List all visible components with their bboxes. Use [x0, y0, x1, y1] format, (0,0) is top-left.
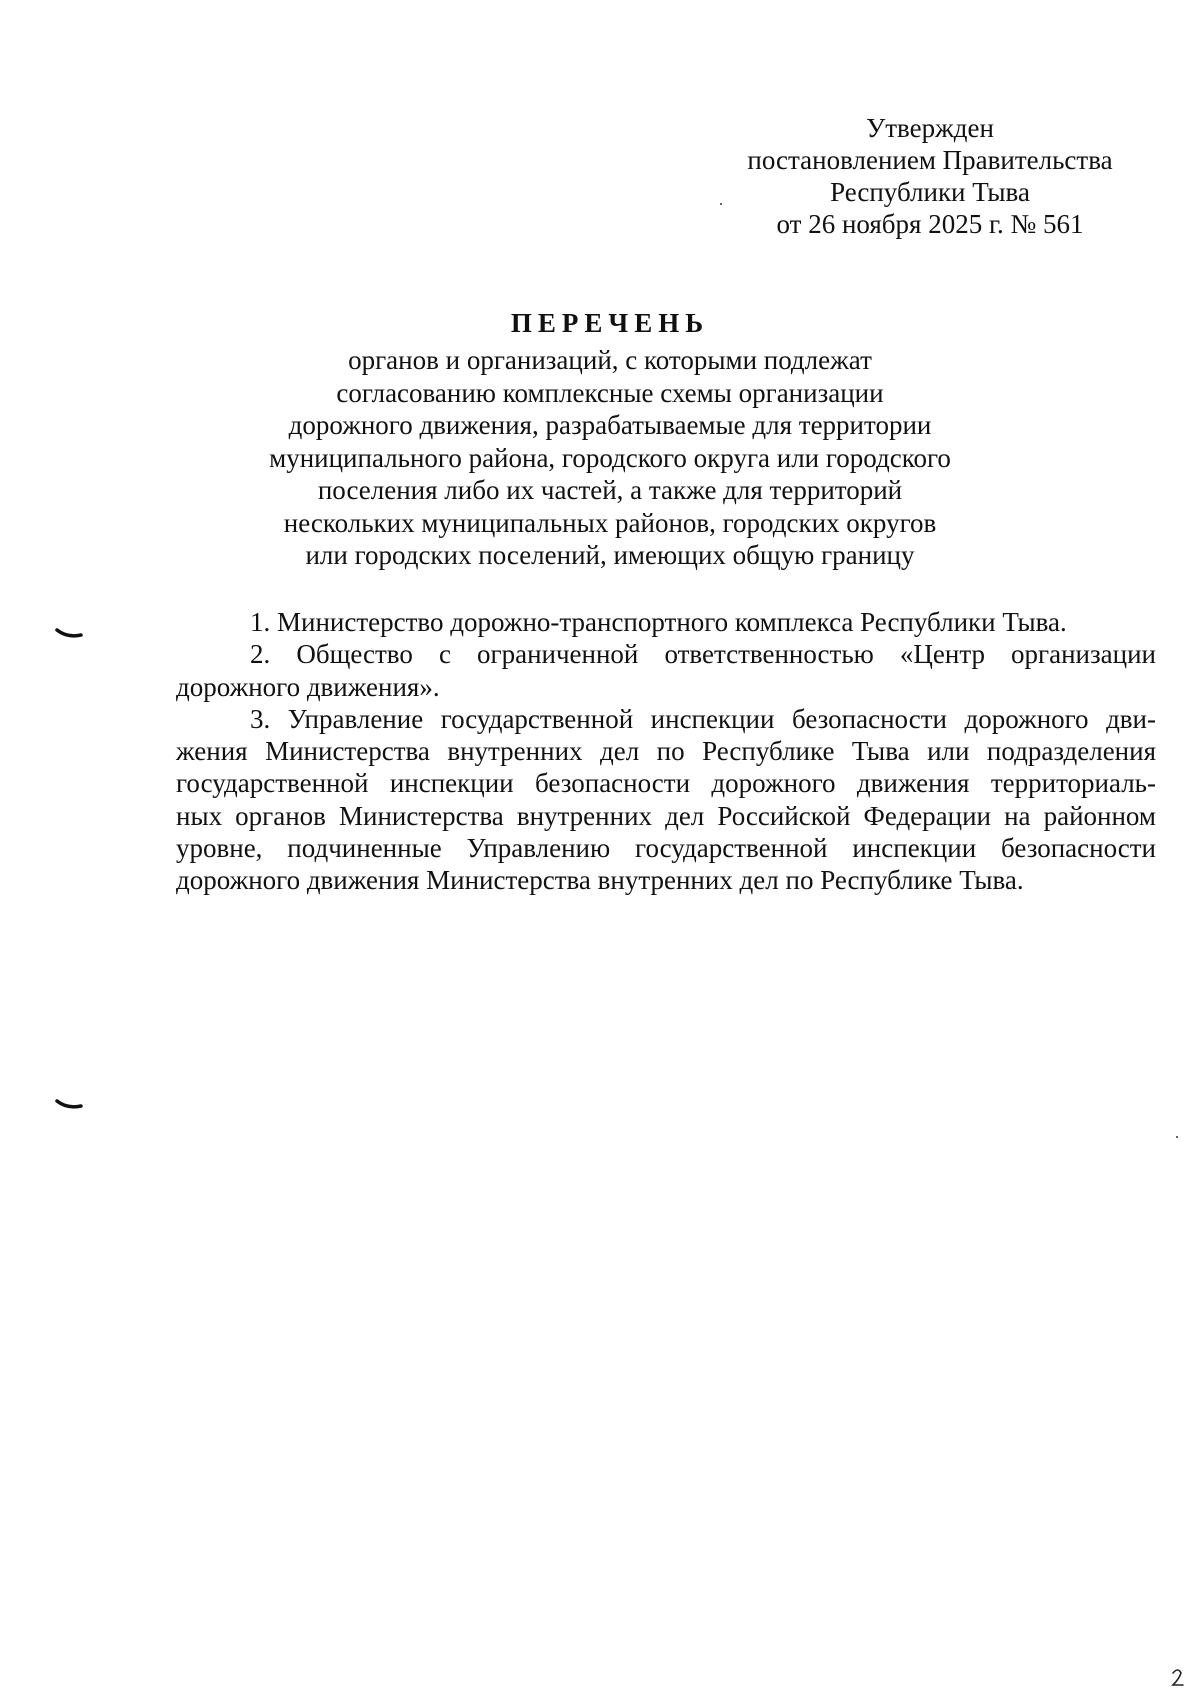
list-item-line: 3. Управление государственной инспекции безопасности дорожного дви-	[250, 703, 1156, 734]
subtitle-line: нескольких муниципальных районов, городских округов	[283, 507, 937, 538]
list-item-line: жения Министерства внутренних дел по Республике Тыва или подразделения	[176, 736, 1156, 767]
subtitle-line: дорожного движения, разрабатываемые для территории	[288, 410, 932, 440]
list-item-1	[176, 606, 1156, 638]
approval-line-date-number: от 26 ноября 2025 г. № 561	[776, 209, 1084, 239]
list-item-line: дорожного движения».	[176, 671, 440, 702]
approval-line-resolution: постановлением Правительства	[747, 145, 1113, 175]
list-item-2	[176, 638, 1156, 703]
document-subtitle	[230, 344, 990, 572]
organization-list	[176, 606, 1156, 897]
list-item-line: 1. Министерство дорожно-транспортного комплекса Республики Тыва.	[250, 607, 1067, 637]
list-item-line: государственной инспекции безопасности дорожного движения территориаль-	[176, 768, 1156, 799]
subtitle-line: муниципального района, городского округа или городского	[269, 442, 951, 473]
list-item-line: уровне, подчиненные Управлению государственной инспекции безопасности	[176, 833, 1156, 864]
list-item-3	[176, 703, 1156, 897]
list-item-line: ных органов Министерства внутренних дел Российской Федерации на районном	[176, 800, 1156, 831]
subtitle-line: органов и организаций, с которыми подлежат	[348, 345, 872, 375]
approval-block	[700, 112, 1160, 240]
approval-line-approved: Утвержден	[866, 113, 994, 143]
corner-handwritten-mark-icon	[1170, 1667, 1186, 1689]
scan-speck	[720, 203, 722, 205]
binder-mark-icon	[55, 628, 83, 640]
subtitle-line: или городских поселений, имеющих общую границу	[305, 540, 915, 570]
subtitle-line: согласованию комплексные схемы организации	[336, 377, 884, 408]
approval-line-republic: Республики Тыва	[830, 177, 1030, 207]
subtitle-line: поселения либо их частей, а также для территорий	[317, 475, 903, 505]
scan-speck	[1176, 1136, 1178, 1138]
document-title: ПЕРЕЧЕНЬ	[510, 308, 710, 338]
list-item-line: дорожного движения Министерства внутренних дел по Республике Тыва.	[176, 865, 1024, 896]
list-item-line: 2. Общество с ограниченной ответственностью «Центр организации	[250, 639, 1156, 670]
binder-mark-icon	[55, 1099, 83, 1111]
